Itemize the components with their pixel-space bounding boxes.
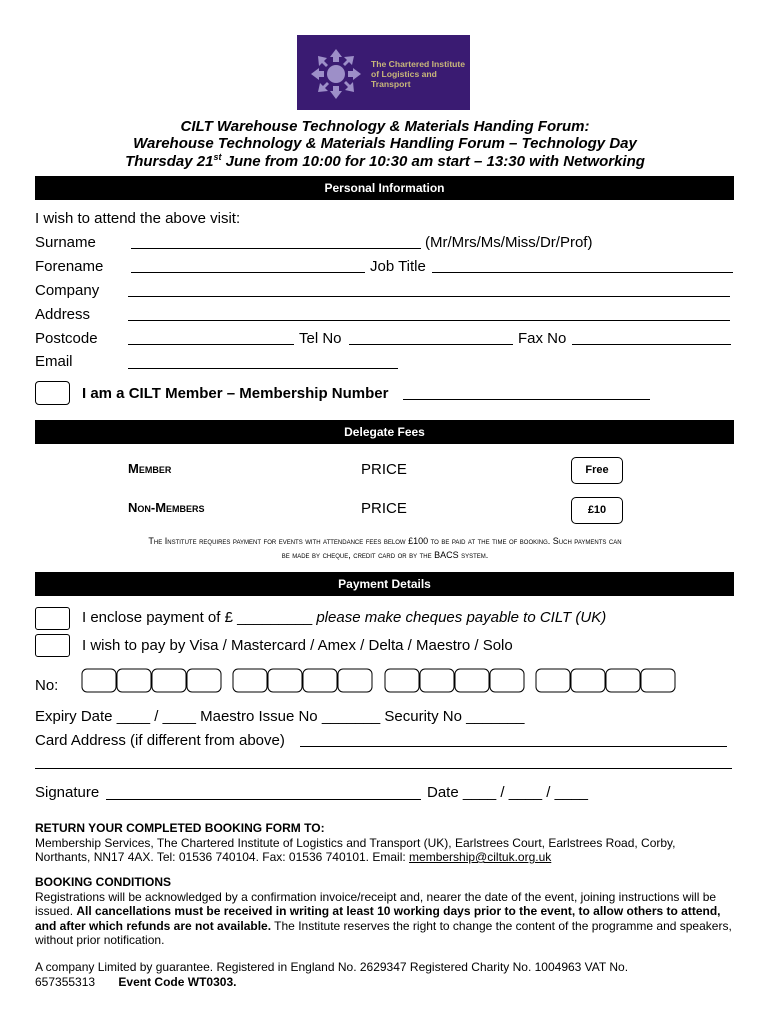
return-address-line2: Northants, NN17 4AX. Tel: 01536 740104. Fax: 01536 740101. Email: membership@ciltuk.org.uk (35, 850, 552, 864)
card-address-field-2[interactable] (35, 768, 732, 769)
cheque-checkbox[interactable] (35, 607, 70, 630)
email-label: Email (35, 353, 73, 370)
non-member-price-label: PRICE (361, 500, 407, 517)
member-price-badge: Free (571, 457, 623, 484)
job-title-label: Job Title (370, 258, 426, 275)
date-line: Date ____ / ____ / ____ (427, 784, 588, 801)
forename-label: Forename (35, 258, 104, 275)
company-note: A company Limited by guarantee. Registered in England No. 2629347 Registered Charity No. 1004963 VAT No. 657355313 Event Code WT0303. (35, 960, 629, 989)
tel-field[interactable] (349, 344, 513, 345)
tel-label: Tel No (299, 330, 342, 347)
company-label: Company (35, 282, 100, 299)
return-address-line1: Membership Services, The Chartered Institute of Logistics and Transport (UK), Earlstrees Court, Earlstrees Road, Corby, (35, 835, 676, 850)
member-fee-label: Member (128, 461, 172, 476)
logo-arrows-icon (309, 47, 363, 101)
cilt-logo (297, 35, 470, 110)
card-address-label: Card Address (if different from above) (35, 732, 285, 749)
enclose-payment-label: I enclose payment of £ _________ please make cheques payable to CILT (UK) (82, 609, 607, 626)
non-member-fee-label: Non-Members (128, 500, 205, 515)
surname-label: Surname (35, 234, 96, 251)
signature-field[interactable] (106, 799, 421, 800)
event-title-line1: CILT Warehouse Technology & Materials Handing Forum: (180, 118, 590, 135)
event-code: Event Code WT0303. (118, 974, 237, 989)
delegate-fees-bar: Delegate Fees (35, 420, 734, 444)
job-title-field[interactable] (432, 272, 733, 273)
card-address-field[interactable] (300, 746, 727, 747)
card-checkbox[interactable] (35, 634, 70, 657)
postcode-label: Postcode (35, 330, 98, 347)
return-section (35, 821, 735, 865)
company-field[interactable] (128, 296, 730, 297)
card-number-grid[interactable] (81, 668, 681, 694)
event-title-line2: Warehouse Technology & Materials Handling Forum – Technology Day (133, 135, 637, 152)
card-number-label: No: (35, 677, 59, 694)
payment-details-bar: Payment Details (35, 572, 734, 596)
forename-field[interactable] (131, 272, 365, 273)
membership-number-field[interactable] (403, 399, 650, 400)
booking-conditions (35, 875, 735, 948)
fax-field[interactable] (572, 344, 731, 345)
postcode-field[interactable] (128, 344, 294, 345)
attend-intro: I wish to attend the above visit: (35, 210, 241, 227)
conditions-text: Registrations will be acknowledged by a confirmation invoice/receipt and, nearer the date of the event, joining instructions will be issued. All cancellations must be received in writing at least 10 working days prior to the event, to allow others to attend, and after which refunds are not available. The Institute reserves the right to change the content of the programme and speakers, without prior notification. (35, 889, 732, 947)
logo-text: The Chartered Institute of Logistics and Transport (371, 59, 466, 89)
member-price-label: PRICE (361, 461, 407, 478)
address-field[interactable] (128, 320, 730, 321)
conditions-heading: BOOKING CONDITIONS (35, 875, 172, 889)
card-number-boxes (81, 668, 681, 699)
card-types-label: I wish to pay by Visa / Mastercard / Amex / Delta / Maestro / Solo (82, 637, 513, 654)
payment-note: The Institute requires payment for events with attendance fees below £100 to be paid at the time of booking. Such payments can be made by cheque, credit card or by the BACS system. (148, 536, 622, 560)
title-options: (Mr/Mrs/Ms/Miss/Dr/Prof) (425, 234, 593, 251)
member-label: I am a CILT Member – Membership Number (82, 385, 389, 402)
signature-label: Signature (35, 784, 100, 801)
personal-info-bar: Personal Information (35, 176, 734, 200)
email-field[interactable] (128, 368, 398, 369)
return-email-link[interactable]: membership@ciltuk.org.uk (409, 850, 552, 864)
event-date-line: Thursday 21st June from 10:00 for 10:30 am start – 13:30 with Networking (125, 152, 645, 170)
address-label: Address (35, 306, 91, 323)
fax-label: Fax No (518, 330, 567, 347)
member-checkbox[interactable] (35, 381, 70, 405)
expiry-line: Expiry Date ____ / ____ Maestro Issue No _______ Security No _______ (35, 708, 525, 725)
non-member-price-badge: £10 (571, 497, 623, 524)
surname-field[interactable] (131, 248, 421, 249)
return-heading: RETURN YOUR COMPLETED BOOKING FORM TO: (35, 821, 325, 835)
